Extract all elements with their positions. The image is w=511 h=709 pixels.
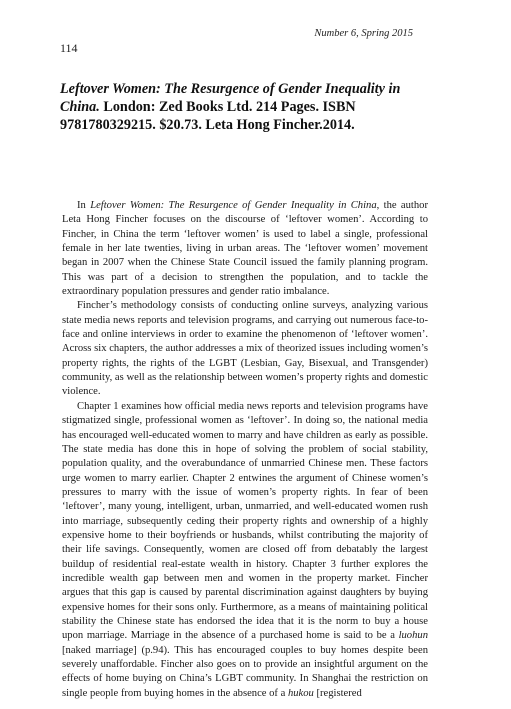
- paragraph-3-part-b: [naked marriage] (p.94). This has encouraged couples to buy homes despite been severely unaffordable. Fincher also goes on to provide an insightful argument on the effects of home buying on China’s LGBT community. In Shanghai the restriction on single people from buying homes in the absence of a: [62, 644, 428, 699]
- term-hukou: hukou: [287, 687, 314, 699]
- paragraph-1-book-title: Leftover Women: The Resurgence of Gender Inequality in China: [90, 200, 377, 211]
- paragraph-1: [62, 199, 428, 299]
- paragraph-2: Fincher’s methodology consists of conducting online surveys, analyzing various state media news reports and television programs, and carrying out numerous face-to-face and online interviews in order to examine the phenomenon of ‘leftover women’. Across six chapters, the author addresses a mix of theorized issues including women’s property rights, the rights of the LGBT (Lesbian, Gay, Bisexual, and Transgender) community, as well as the relationship between women’s property rights and domestic violence.: [62, 300, 428, 398]
- paragraph-1-text: , the author Leta Hong Fincher focuses on the discourse of ‘leftover women’. According to Fincher, in China the term ‘leftover women’ is used to label a single, professional female in her late twenties, living in urban areas. The ‘leftover women’ movement began in 2007 when the Chinese State Council issued the family planning program. This was part of a decision to strengthen the population, and to tackle the extraordinary population pressures and gender ratio imbalance.: [62, 200, 428, 298]
- paragraph-3: [62, 400, 428, 701]
- term-luohun: luohun: [398, 630, 428, 642]
- paragraph-3-part-c: [registered: [313, 687, 362, 699]
- paragraph-1-intro: In: [77, 200, 91, 211]
- paragraph-3-part-a: Chapter 1 examines how official media news reports and television programs have stigmatized single, professional women as ‘leftover’. In doing so, the national media has encouraged well-educated women to marry and have children as early as possible. The state media has done this in hope of solving the problem of social stability, population quality, and the overabundance of unmarried Chinese men. These factors urge women to marry earlier. Chapter 2 entwines the argument of Chinese women’s pressures to marry with the issue of women’s property rights. In fear of been ‘leftover’, many young, intelligent, urban, unmarried, and well-educated women rush into marriage, subsequently ceding their property rights and ownership of a highly expensive home to their boyfriends or husbands, whilst contributing the majority of their life savings. Consequently, women are closed off from debatably the largest buildup of residential real-estate wealth in history. Chapter 3 further explores the incredible wealth gap between men and women in the property market. Fincher argues that this gap is caused by parental discrimination against daughters by buying expensive homes for their sons only. Furthermore, as a means of maintaining political stability the Chinese state has endorsed the idea that it is the norm to buy a house upon marriage. Marriage in the absence of a purchased home is said to be a: [62, 400, 428, 642]
- publication-details: London: Zed Books Ltd. 214 Pages. ISBN 9781780329215. $20.73. Leta Hong Fincher.2014.: [60, 99, 356, 133]
- page-number: 114: [60, 41, 78, 55]
- running-head: Number 6, Spring 2015: [314, 28, 413, 39]
- review-body: [62, 199, 428, 701]
- book-title: Leftover Women: The Resurgence of Gender Inequality in China.: [60, 81, 401, 115]
- review-heading: [60, 80, 428, 134]
